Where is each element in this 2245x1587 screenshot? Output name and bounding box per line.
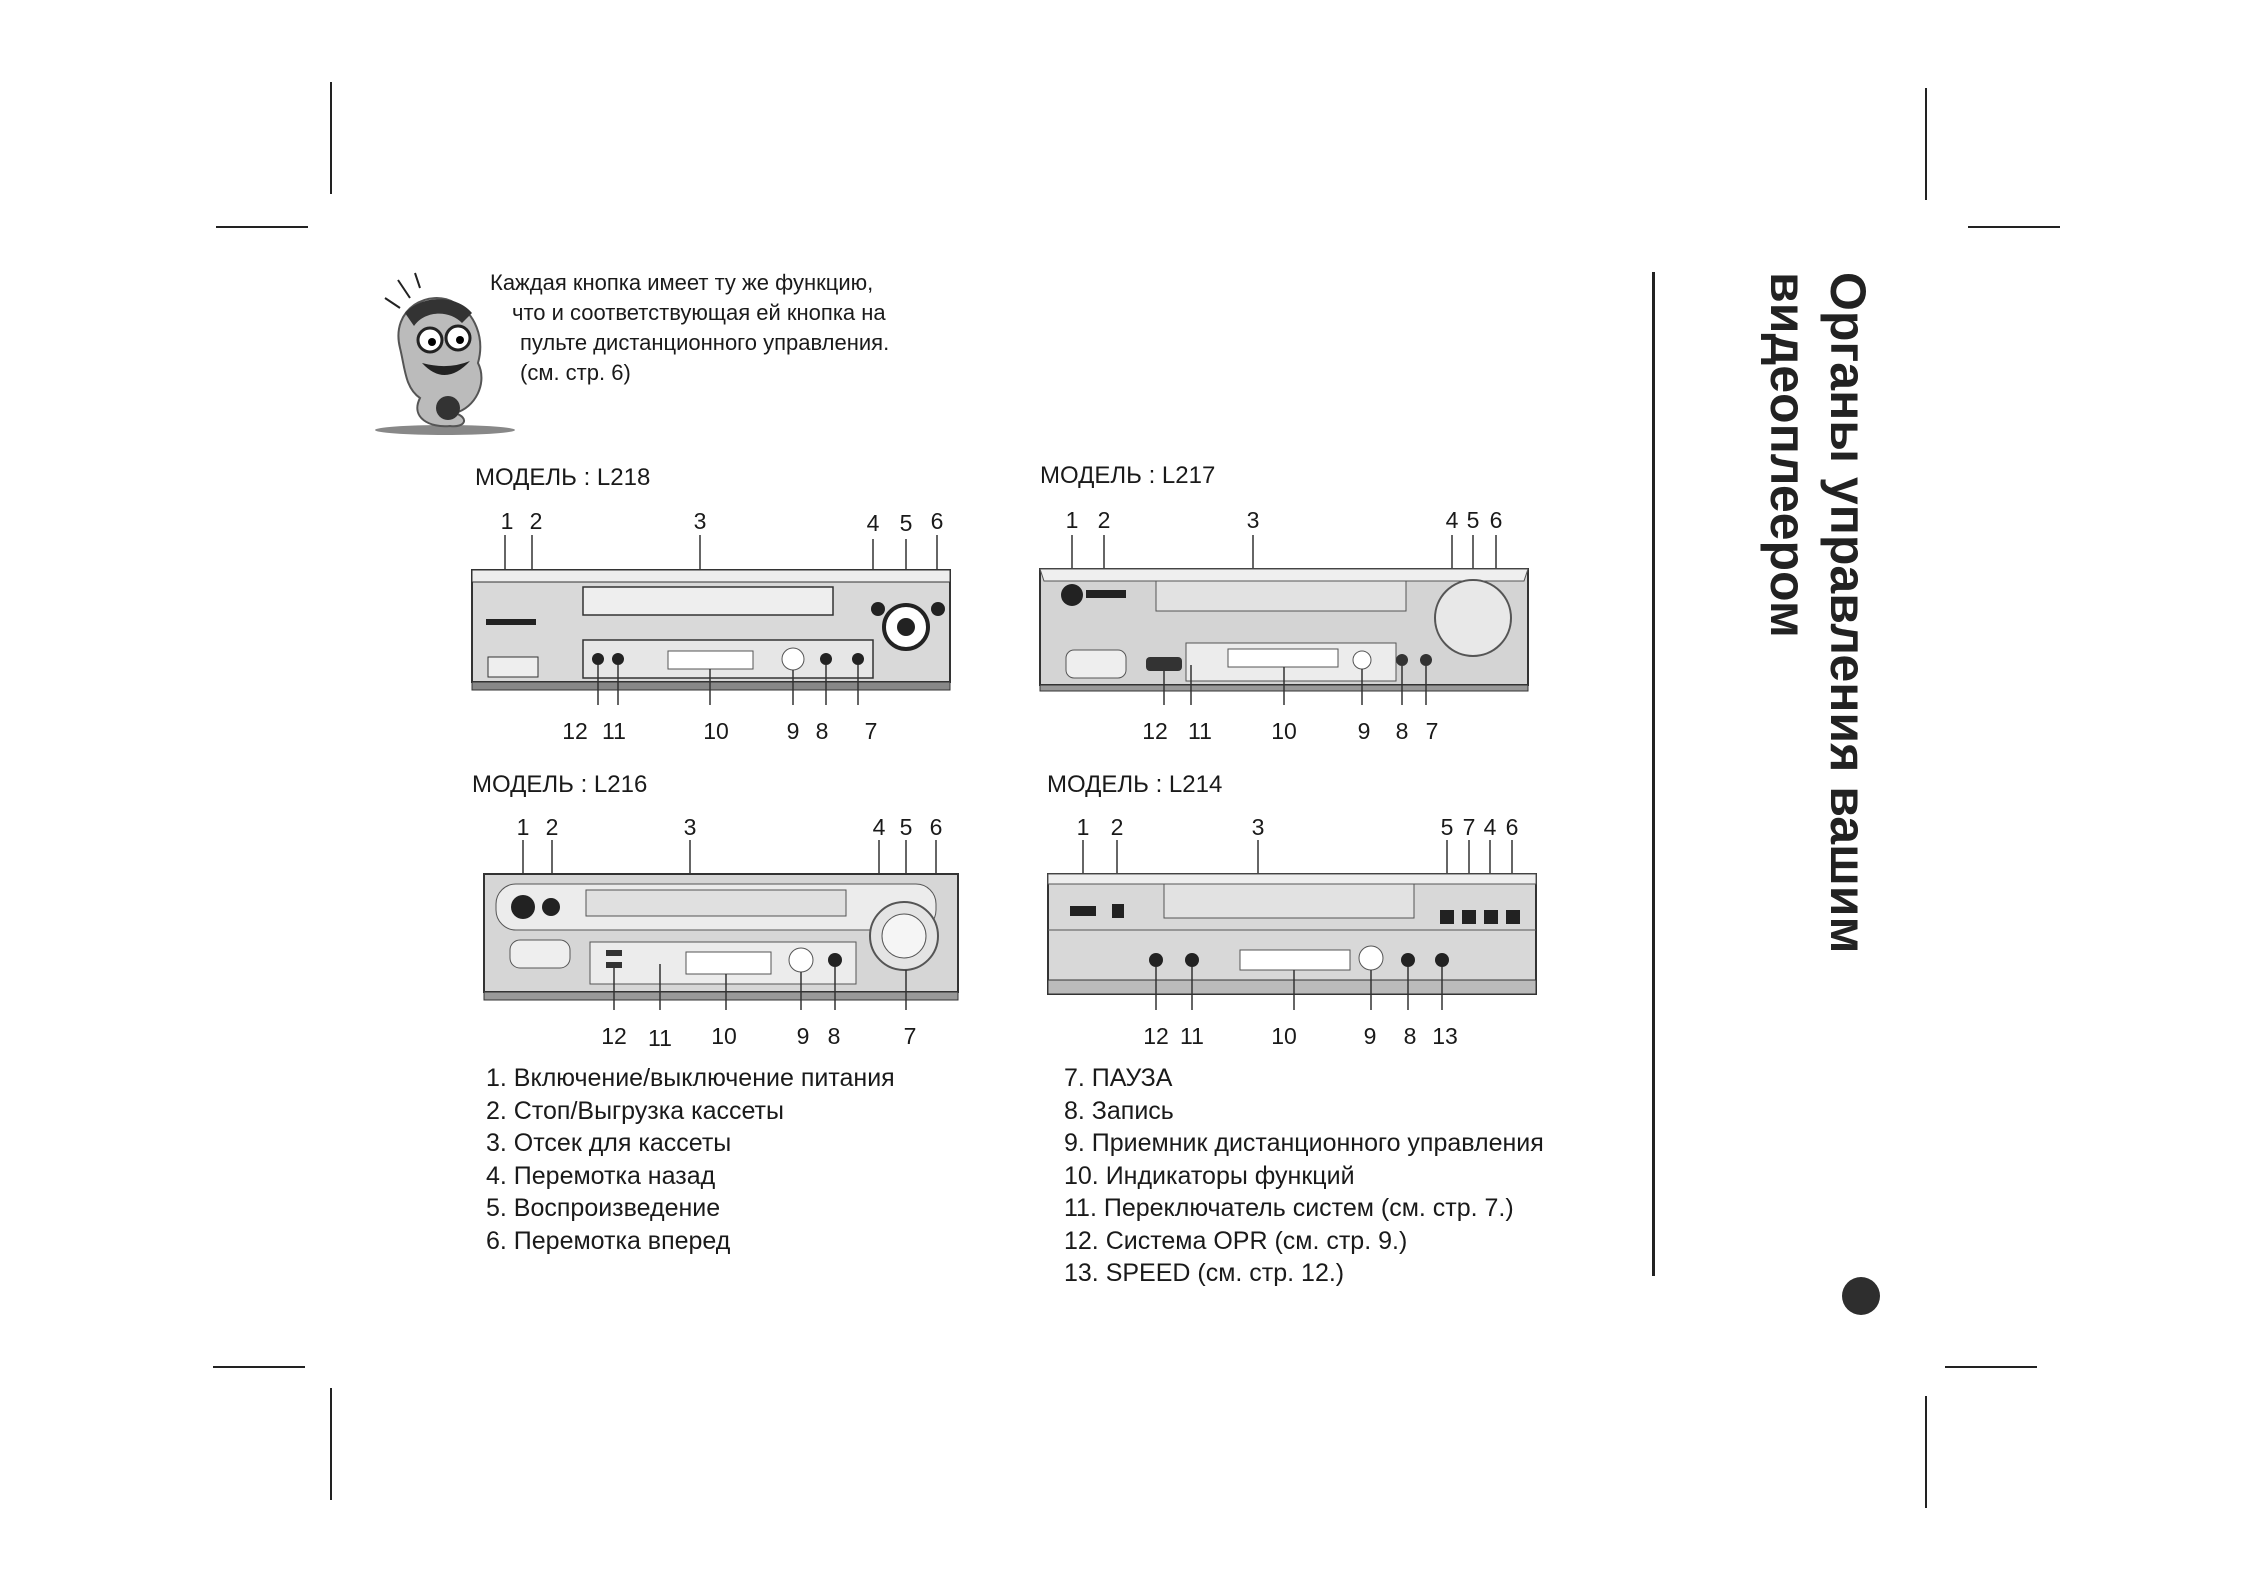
- model-title-l218: МОДЕЛЬ : L218: [475, 464, 651, 491]
- crop-mark: [330, 1388, 332, 1500]
- callout-number: 4: [866, 510, 880, 536]
- callout-number: 8: [815, 718, 829, 744]
- callout-number: 5: [899, 510, 913, 536]
- legend-item: 9. Приемник дистанционного управления: [1064, 1129, 1544, 1157]
- vcr-diagram-l217: [1036, 535, 1532, 705]
- callout-number: 12: [1143, 1023, 1169, 1049]
- callout-number: 6: [1505, 814, 1519, 840]
- page-heading: [1758, 272, 1878, 1172]
- callout-number: 3: [693, 508, 707, 534]
- callout-number: 7: [1462, 814, 1476, 840]
- legend-right: [1064, 1062, 1544, 1290]
- crop-mark: [1925, 1396, 1927, 1508]
- legend-item: 6. Перемотка вперед: [486, 1226, 731, 1255]
- legend-item: 13. SPEED (см. стр. 12.): [1064, 1259, 1345, 1287]
- callout-number: 4: [1483, 814, 1497, 840]
- callout-number: 11: [648, 1025, 672, 1051]
- callout-number: 11: [602, 718, 626, 744]
- legend-item: 2. Стоп/Выгрузка кассеты: [486, 1096, 784, 1125]
- callout-number: 3: [683, 814, 697, 840]
- legend-left: [486, 1062, 895, 1257]
- callout-number: 10: [703, 718, 729, 744]
- callout-number: 7: [1425, 718, 1439, 744]
- callout-number: 2: [1097, 507, 1111, 533]
- legend-item: 7. ПАУЗА: [1064, 1064, 1173, 1092]
- callout-number: 11: [1188, 718, 1212, 744]
- callout-number: 8: [827, 1023, 841, 1049]
- callout-number: 9: [786, 718, 800, 744]
- callout-number: 7: [903, 1023, 917, 1049]
- vcr-diagram-l214: [1044, 840, 1540, 1010]
- callout-number: 8: [1395, 718, 1409, 744]
- callout-number: 1: [1076, 814, 1090, 840]
- legend-item: 12. Система OPR (см. стр. 9.): [1064, 1226, 1408, 1255]
- callout-number: 2: [529, 508, 543, 534]
- model-title-l214: МОДЕЛЬ : L214: [1047, 771, 1223, 798]
- page-heading-line: видеоплеером: [1760, 272, 1816, 638]
- callout-number: 1: [516, 814, 530, 840]
- model-title-l216: МОДЕЛЬ : L216: [472, 771, 648, 798]
- callout-number: 12: [1142, 718, 1168, 744]
- callout-number: 10: [711, 1023, 737, 1049]
- vcr-diagram-l216: [476, 840, 962, 1010]
- callout-number: 1: [1065, 507, 1079, 533]
- callout-number: 9: [1363, 1023, 1377, 1049]
- callout-number: 5: [899, 814, 913, 840]
- callout-number: 4: [1445, 507, 1459, 533]
- callout-number: 3: [1251, 814, 1265, 840]
- callout-number: 5: [1466, 507, 1480, 533]
- callout-number: 4: [872, 814, 886, 840]
- callout-number: 3: [1246, 507, 1260, 533]
- legend-item: 11. Переключатель систем (см. стр. 7.): [1064, 1194, 1514, 1222]
- legend-item: 10. Индикаторы функций: [1064, 1161, 1355, 1190]
- tip-line: пульте дистанционного управления.: [520, 330, 890, 355]
- tip-note: [370, 268, 970, 438]
- callout-number: 12: [601, 1023, 627, 1049]
- callout-number: 6: [1489, 507, 1503, 533]
- legend-item: 5. Воспроизведение: [486, 1194, 721, 1222]
- crop-mark: [330, 82, 332, 194]
- callout-number: 6: [930, 508, 944, 534]
- callout-number: 9: [1357, 718, 1371, 744]
- page-marker-dot: [1842, 1277, 1880, 1315]
- section-divider: [1652, 272, 1655, 1276]
- callout-number: 1: [500, 508, 514, 534]
- callout-number: 13: [1432, 1023, 1458, 1049]
- crop-mark: [1945, 1366, 2037, 1368]
- model-title-l217: МОДЕЛЬ : L217: [1040, 462, 1216, 489]
- callout-number: 2: [1110, 814, 1124, 840]
- callout-number: 11: [1180, 1023, 1204, 1049]
- crop-mark: [1968, 226, 2060, 228]
- legend-item: 3. Отсек для кассеты: [486, 1129, 732, 1157]
- callout-number: 5: [1440, 814, 1454, 840]
- callout-number: 7: [864, 718, 878, 744]
- callout-number: 2: [545, 814, 559, 840]
- tip-line: что и соответствующая ей кнопка на: [512, 300, 886, 325]
- tip-text: [490, 268, 970, 388]
- callout-number: 10: [1271, 1023, 1297, 1049]
- legend-item: 4. Перемотка назад: [486, 1161, 716, 1190]
- callout-number: 12: [562, 718, 588, 744]
- callout-number: 8: [1403, 1023, 1417, 1049]
- callout-number: 10: [1271, 718, 1297, 744]
- vcr-diagram-l218: [468, 535, 954, 705]
- crop-mark: [1925, 88, 1927, 200]
- tip-line: Каждая кнопка имеет ту же функцию,: [490, 270, 874, 295]
- tip-line: (см. стр. 6): [520, 360, 631, 385]
- page-heading-line: Органы управления вашим: [1820, 272, 1876, 954]
- legend-item: 8. Запись: [1064, 1096, 1174, 1125]
- crop-mark: [216, 226, 308, 228]
- callout-number: 6: [929, 814, 943, 840]
- callout-number: 9: [796, 1023, 810, 1049]
- crop-mark: [213, 1366, 305, 1368]
- legend-item: 1. Включение/выключение питания: [486, 1064, 895, 1092]
